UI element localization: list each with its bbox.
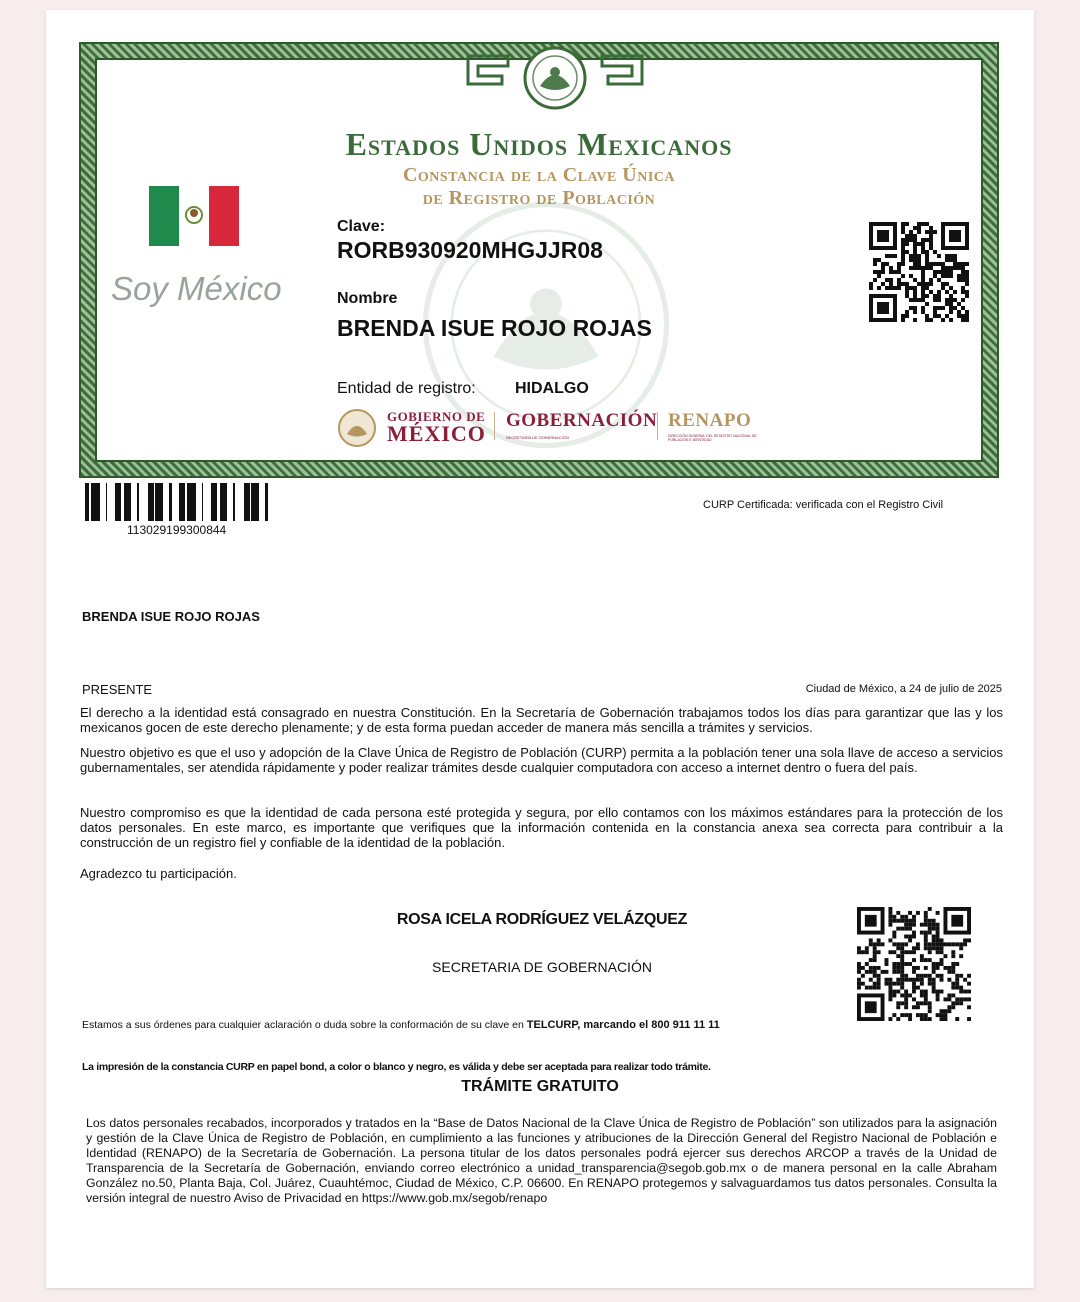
certificate-body [95,58,983,462]
renapo-logo: RENAPO [668,410,752,431]
barcode-number: 113029199300844 [127,523,227,537]
tramite-gratuito: TRÁMITE GRATUITO [461,1078,619,1095]
certificate-subtitle-2: de Registro de Población [422,187,656,209]
letter-date: Ciudad de México, a 24 de julio de 2025 [805,683,1002,695]
logo-divider [494,412,495,440]
signer-title: SECRETARIA DE GOBERNACIÓN [432,959,652,975]
nombre-label: Nombre [337,290,398,307]
contact-note [82,1019,720,1031]
letter-paragraph: Nuestro objetivo es que el uso y adopción de la Clave Única de Registro de Población (CURP) permita a la población tener una sola llave de acceso a servicios gubernamentales, ser atendida rápidamente y poder realizar trámites desde cualquier computadora con acceso a internet dentro o fuera del país. [80,745,1003,775]
gobierno-emblem-icon [337,408,377,448]
privacy-notice: Los datos personales recabados, incorporados y tratados en la “Base de Datos Nacional de la Clave Única de Registro de Población” son utilizados para la asignación y gestión de la Clave Única de Registro de Población, en cumplimiento a las funciones y atribuciones de la Dirección General del Registro Nacional de Población e Identidad (RENAPO) de la Secretaría de Gobernación. La persona titular de los datos personales podrá ejercer sus derechos ARCOP a través de la Unidad de Transparencia de la Secretaría de Gobernación, enviando correo electrónico a unidad_transparencia@segob.gob.mx o de manera personal en la calle Abraham González no.50, Planta Baja, Col. Juárez, Cuauhtémoc, Ciudad de México, C.P. 06600. En RENAPO protegemos y salvaguardamos tus datos personales. Consulta la versión integral de nuestro Aviso de Privacidad en https://www.gob.mx/segob/renapo [86,1116,997,1205]
signature-qr-code [857,907,971,1021]
renapo-subtitle: DIRECCIÓN GENERAL DEL REGISTRO NACIONAL DE POBLACIÓN E IDENTIDAD [668,434,757,442]
gobierno-de-text: GOBIERNO DE [387,409,486,424]
certificate-qr-code [869,221,969,331]
government-logos [337,408,757,452]
curp-certified-note: CURP Certificada: verificada con el Registro Civil [703,499,944,511]
clave-label: Clave: [337,218,386,235]
nombre-value: BRENDA ISUE ROJO ROJAS [337,315,652,341]
gobernacion-subtitle: SECRETARÍA DE GOBERNACIÓN [506,435,569,440]
soy-mexico-logo: Soy México [111,270,282,307]
certificate-subtitle-1: Constancia de la Clave Única [402,164,676,186]
telcurp-phone: TELCURP, marcando el 800 911 11 11 [526,1019,720,1031]
contact-text: Estamos a sus órdenes para cualquier aclaración o duda sobre la conformación de su clave en [82,1019,527,1031]
mexico-text: MÉXICO [387,421,486,446]
mexico-flag-icon [149,186,239,246]
gobernacion-logo: GOBERNACIÓN [506,410,658,431]
print-validity-note: La impresión de la constancia CURP en papel bond, a color o blanco y negro, es válida y debe ser aceptada para realizar todo trámite. [82,1061,711,1073]
barcode [85,483,275,521]
signer-name: ROSA ICELA RODRÍGUEZ VELÁZQUEZ [396,911,688,928]
entidad-label: Entidad de registro: [337,380,476,397]
letter-closing: Agradezco tu participación. [80,866,237,881]
clave-value: RORB930920MHGJJR08 [337,237,603,263]
letter-greeting: PRESENTE [82,682,153,697]
entidad-value: HIDALGO [515,380,589,397]
logo-divider [657,412,658,440]
letter-paragraph: Nuestro compromiso es que la identidad de cada persona esté protegida y segura, por ello contamos con los máximos estándares para la protección de los datos personales. En este marco, es importante que verifiques que la información contenida en la constancia anexa sea correcta para contribuir a la construcción de un registro fiel y confiable de la identidad de la población. [80,805,1003,850]
certificate-title: Estados Unidos Mexicanos [345,126,733,162]
letter-paragraph: El derecho a la identidad está consagrado en nuestra Constitución. En la Secretaría de Gobernación trabajamos todos los días para garantizar que las y los mexicanos gocen de este derecho plenamente; y de esta forma puedan acceder de manera más sencilla a trámites y servicios. [80,705,1003,735]
curp-certificate [79,42,999,478]
national-seal-icon [460,46,650,112]
letter-recipient: BRENDA ISUE ROJO ROJAS [82,609,260,624]
